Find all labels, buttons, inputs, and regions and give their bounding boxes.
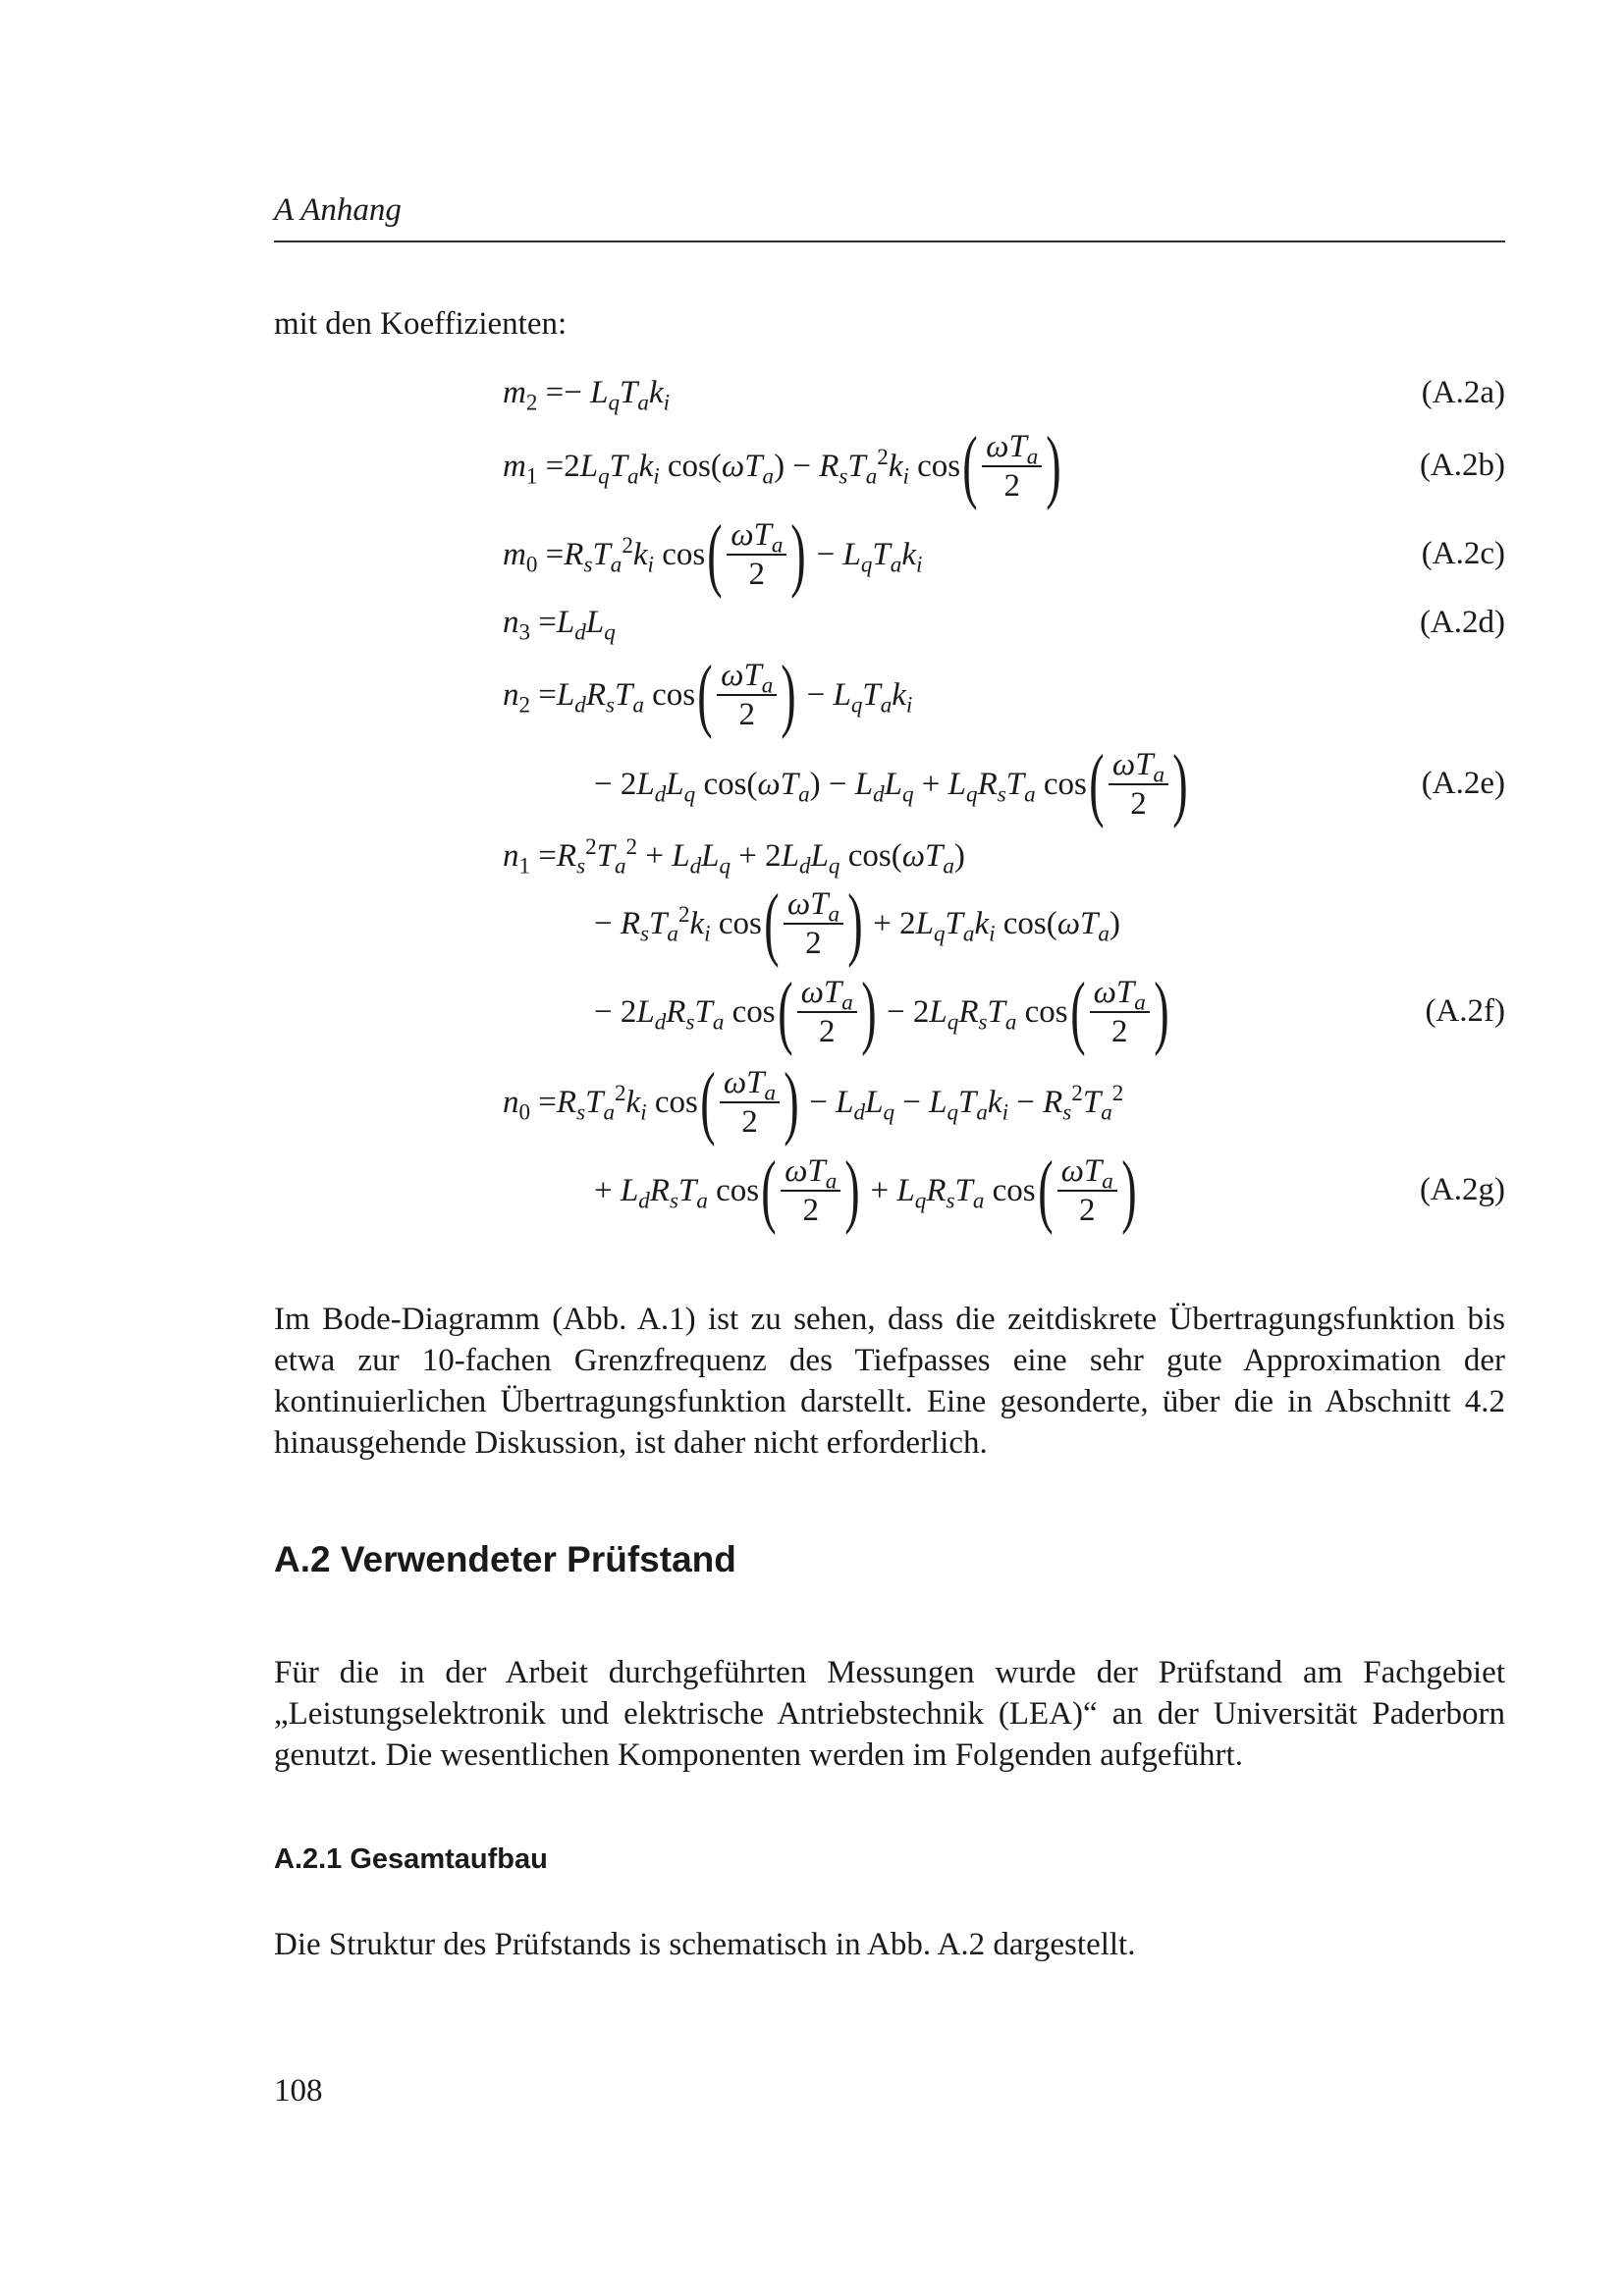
equation-n2-line2: − $2L_dL_q$ $\cos(\omega T_a) - L_dL_q + L_qR_sT_a$ cos ( $\frac{\omega T_a}{2}$ ) xyxy=(594,738,1188,829)
intro-text: mit den Koeffizienten: xyxy=(274,306,568,342)
paragraph-struktur: Die Struktur des Prüfstands is schematisch in Abb. A.2 dargestellt. xyxy=(274,1927,1136,1962)
equation-n0-line2: + $L_dR_sT_a$ cos ( $\frac{\omega T_a}{2}$ ) + $L_qR_sT_a$ cos ( $\frac{\omega T_a}{2}$ ) xyxy=(594,1145,1137,1236)
equation-n3: $n_3 =L_dL_q$ xyxy=(503,605,616,645)
equation-number-f: (A.2f) xyxy=(1425,993,1505,1029)
equation-number-c: (A.2c) xyxy=(1421,536,1505,571)
equation-n1-line2: − $R_sT_a^2k_i$ cos ( $\frac{\omega T_a}{2}$ ) + $2L_qT_ak_i$ $\cos(\omega T_a)$ xyxy=(594,878,1120,969)
equation-n2-line1: $n_2 =L_dR_sT_a$ cos ( $\frac{\omega T_a}{2}$ ) − $L_qT_ak_i$ xyxy=(503,649,913,740)
equation-m2: $m_2 =- L_qT_ak_i$ xyxy=(503,375,671,415)
equation-m1: $m_1 =2L_qT_ak_i$ $\cos(\omega T_a) - R_sT_a^2k_i$ cos ( $\frac{\omega T_a}{2}$ ) xyxy=(503,420,1062,511)
equation-n1-line1: $n_1 =R_s^2T_a^2 + L_dL_q + 2L_dL_q$ $\cos(\omega T_a)$ xyxy=(503,833,965,879)
page-number: 108 xyxy=(274,2073,323,2109)
section-heading-a2: A.2 Verwendeter Prüfstand xyxy=(274,1539,736,1579)
equation-m0: $m_0 =R_sT_a^2k_i$ cos ( $\frac{\omega T_a}{2}$ ) − $L_qT_ak_i$ xyxy=(503,508,923,600)
paragraph-bode: Im Bode-Diagramm (Abb. A.1) ist zu sehen, dass die zeitdiskrete Übertragungsfunktion bis etwa zur 10-fachen Grenzfrequenz des Tiefpasses eine sehr gute Approximation der kontinuierlichen Übertragungsfunktion darstellt. Eine gesonderte, über die in Abschnitt 4.2 hinausgehende Diskussion, ist daher nicht erforderlich. xyxy=(274,1302,1505,1461)
header-rule xyxy=(274,240,1505,242)
equation-n1-line3: − $2L_dR_sT_a$ cos ( $\frac{\omega T_a}{2}$ ) − $2L_qR_sT_a$ cos ( $\frac{\omega T_a}{2}$ ) xyxy=(594,966,1169,1057)
equation-number-b: (A.2b) xyxy=(1419,448,1505,483)
equation-number-d: (A.2d) xyxy=(1419,605,1505,640)
subsection-heading-a21: A.2.1 Gesamtaufbau xyxy=(274,1843,548,1875)
equation-number-a: (A.2a) xyxy=(1421,375,1505,410)
equation-number-g: (A.2g) xyxy=(1419,1172,1505,1207)
running-header: A Anhang xyxy=(274,192,402,228)
paragraph-pruefstand: Für die in der Arbeit durchgeführten Messungen wurde der Prüfstand am Fachgebiet „Leistungselektronik und elektrische Antriebstechnik (LEA)“ an der Universität Paderborn genutzt. Die wesentlichen Komponenten werden im Folgenden aufgeführt. xyxy=(274,1655,1505,1773)
equation-number-e: (A.2e) xyxy=(1421,766,1505,801)
equation-n0-line1: $n_0 =R_sT_a^2k_i$ cos ( $\frac{\omega T_a}{2}$ ) − $L_dL_q - L_qT_ak_i - R_s^2T_a^2$ xyxy=(503,1056,1124,1148)
